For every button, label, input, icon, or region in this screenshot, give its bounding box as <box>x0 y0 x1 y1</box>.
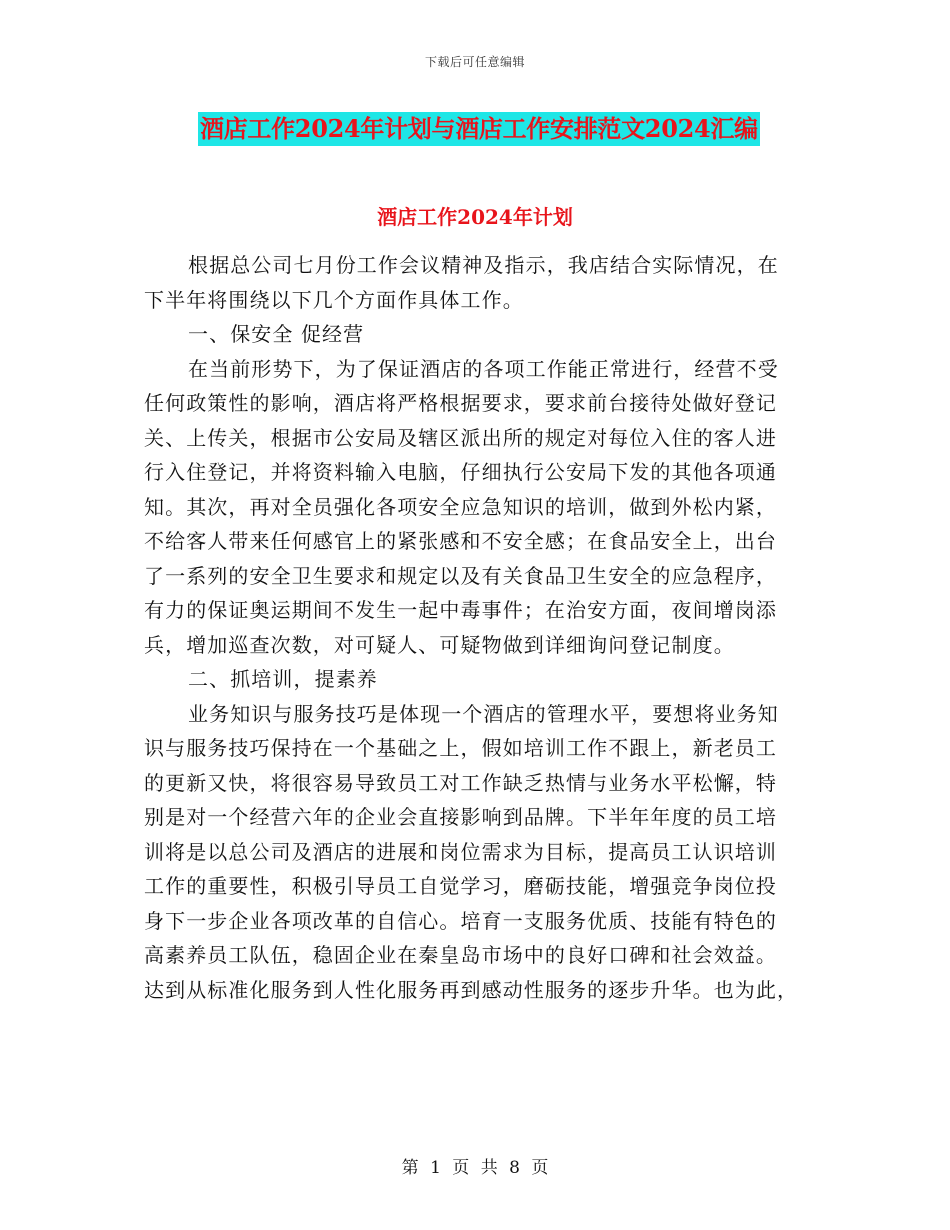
header-note: 下载后可任意编辑 <box>424 55 525 69</box>
body-line: 训将是以总公司及酒店的进展和岗位需求为目标，提高员工认识培训 <box>144 839 777 864</box>
page-footer: 第 1 页 共 8 页 <box>401 1158 549 1178</box>
body-line: 下半年将围绕以下几个方面作具体工作。 <box>144 287 524 312</box>
body-line: 了一系列的安全卫生要求和规定以及有关食品卫生安全的应急程序， <box>144 563 777 588</box>
section-title: 酒店工作2024年计划 <box>377 205 573 229</box>
body-text <box>144 248 804 1007</box>
body-line: 有力的保证奥运期间不发生一起中毒事件；在治安方面，夜间增岗添 <box>144 598 777 622</box>
body-line: 的更新又快，将很容易导致员工对工作缺乏热情与业务水平松懈，特 <box>144 770 777 795</box>
body-line: 任何政策性的影响，酒店将严格根据要求，要求前台接待处做好登记 <box>144 391 777 415</box>
body-line: 知。其次，再对全员强化各项安全应急知识的培训，做到外松内紧， <box>144 494 777 519</box>
body-line: 一、保安全 促经营 <box>188 322 365 346</box>
body-line: 身下一步企业各项改革的自信心。培育一支服务优质、技能有特色的 <box>144 908 777 933</box>
body-line: 业务知识与服务技巧是体现一个酒店的管理水平，要想将业务知 <box>188 701 779 726</box>
body-line: 高素养员工队伍，稳固企业在秦皇岛市场中的良好口碑和社会效益。 <box>144 943 777 967</box>
body-line: 别是对一个经营六年的企业会直接影响到品牌。下半年年度的员工培 <box>144 805 777 829</box>
body-line: 达到从标准化服务到人性化服务再到感动性服务的逐步升华。也为此， <box>144 977 799 1002</box>
body-line: 关、上传关，根据市公安局及辖区派出所的规定对每位入住的客人进 <box>144 425 777 450</box>
body-line: 识与服务技巧保持在一个基础之上，假如培训工作不跟上，新老员工 <box>144 736 777 760</box>
body-line: 工作的重要性，积极引导员工自觉学习，磨砺技能，增强竞争岗位投 <box>144 874 777 898</box>
body-line: 在当前形势下，为了保证酒店的各项工作能正常进行，经营不受 <box>188 356 779 381</box>
body-line: 根据总公司七月份工作会议精神及指示，我店结合实际情况，在 <box>188 253 779 277</box>
body-line: 不给客人带来任何感官上的紧张感和不安全感；在食品安全上，出台 <box>144 529 777 553</box>
document-title-block <box>198 112 802 146</box>
body-line: 兵，增加巡查次数，对可疑人、可疑物做到详细询问登记制度。 <box>144 632 735 657</box>
document-title: 酒店工作2024年计划与酒店工作安排范文2024汇编 <box>198 112 760 146</box>
body-line: 行入住登记，并将资料输入电脑，仔细执行公安局下发的其他各项通 <box>144 460 777 484</box>
body-line: 二、抓培训，提素养 <box>188 667 378 691</box>
